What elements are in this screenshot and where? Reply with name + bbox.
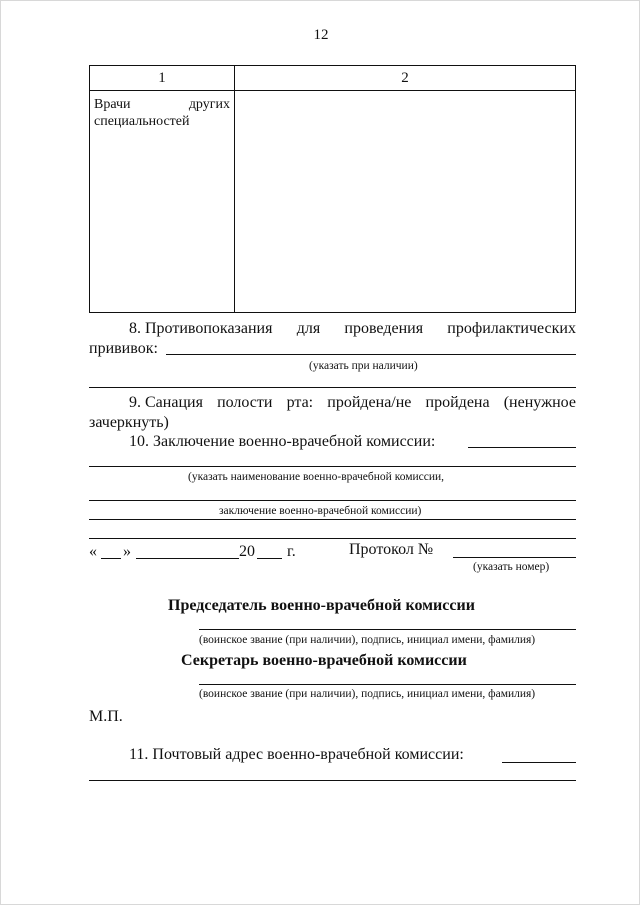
item8-word: 8. Противопоказания <box>129 320 273 337</box>
item11-fill-line[interactable] <box>502 762 576 763</box>
item9-word: (ненужное <box>503 394 576 411</box>
item8-note: (указать при наличии) <box>309 360 418 372</box>
secretary-title: Секретарь военно-врачебной комиссии <box>181 652 467 669</box>
date-month-line[interactable] <box>136 558 239 559</box>
date-close-quote: » <box>123 543 131 560</box>
item8-fill-line[interactable] <box>166 354 576 355</box>
row-label-word2: других <box>188 97 230 112</box>
item10-fill-line-3[interactable] <box>89 500 576 501</box>
col2-header: 2 <box>235 66 576 91</box>
item9-word: 9. Санация <box>129 394 203 411</box>
item10-fill-line-2[interactable] <box>89 466 576 467</box>
row-label-word1: Врачи <box>94 97 131 112</box>
item10-note2: заключение военно-врачебной комиссии) <box>219 505 422 517</box>
item9-line1 <box>129 393 576 413</box>
protocol-label: Протокол № <box>349 541 434 558</box>
item8-word: проведения <box>344 320 424 337</box>
date-open-quote: « <box>89 543 97 560</box>
protocol-number-line[interactable] <box>453 557 576 558</box>
item8-word: профилактических <box>447 320 576 337</box>
item9-word: полости <box>217 394 273 411</box>
item10-label: 10. Заключение военно-врачебной комиссии: <box>129 433 436 450</box>
protocol-note: (указать номер) <box>473 561 550 573</box>
item11-label: 11. Почтовый адрес военно-врачебной комиссии: <box>129 746 464 763</box>
item11-fill-line-2[interactable] <box>89 780 576 781</box>
row-label-line2: специальностей <box>94 114 190 129</box>
stamp-label: М.П. <box>89 708 123 725</box>
table-header-row <box>90 66 576 91</box>
chairman-note: (воинское звание (при наличии), подпись, инициал имени, фамилия) <box>199 634 536 646</box>
date-day-line[interactable] <box>101 558 121 559</box>
item10-fill-line-4[interactable] <box>89 519 576 520</box>
item8-line1 <box>129 319 576 339</box>
col1-header: 1 <box>90 66 235 91</box>
item9-line2: зачеркнуть) <box>89 414 169 431</box>
item9-word: пройдена/не <box>327 394 412 411</box>
row-label-cell <box>90 91 235 313</box>
date-year-line[interactable] <box>257 558 282 559</box>
item9-word: пройдена <box>425 394 490 411</box>
secretary-sign-line[interactable] <box>199 684 576 685</box>
item10-note1: (указать наименование военно-врачебной комиссии, <box>188 471 445 483</box>
date-year-suffix: г. <box>287 543 296 560</box>
item8-word: для <box>296 320 321 337</box>
row-label-line1 <box>94 96 230 113</box>
item8-fill-line-2[interactable] <box>89 387 576 388</box>
item10-fill-line[interactable] <box>468 447 576 448</box>
item8-line2: прививок: <box>89 340 158 357</box>
specialists-table <box>89 65 576 313</box>
chairman-sign-line[interactable] <box>199 629 576 630</box>
chairman-title: Председатель военно-врачебной комиссии <box>168 597 475 614</box>
item10-fill-line-5[interactable] <box>89 538 576 539</box>
page-number: 12 <box>313 27 329 43</box>
item9-word: рта: <box>286 394 314 411</box>
secretary-note: (воинское звание (при наличии), подпись, инициал имени, фамилия) <box>199 688 536 700</box>
row-value-cell[interactable] <box>235 91 576 313</box>
date-year-prefix: 20 <box>239 543 255 560</box>
table-row <box>90 91 576 313</box>
